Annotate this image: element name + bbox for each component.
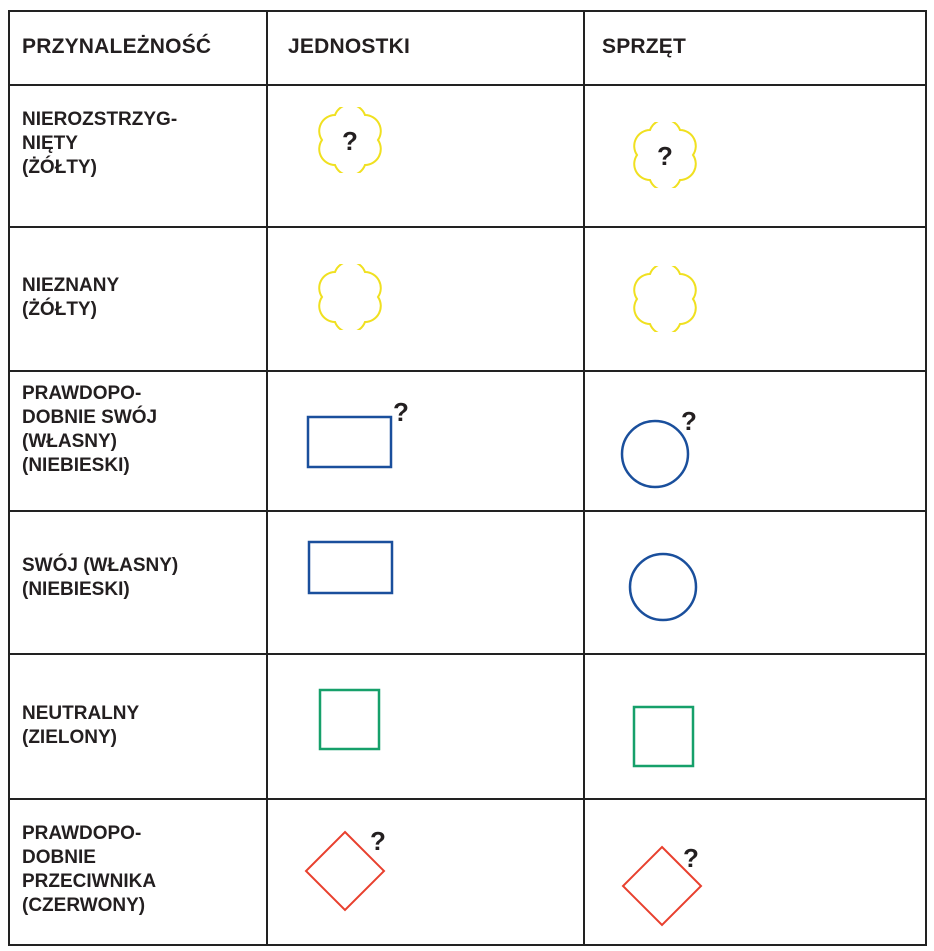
row-label-line: (NIEBIESKI) bbox=[22, 455, 130, 476]
equipment-neutral-symbol bbox=[630, 704, 700, 770]
table-border-bottom bbox=[8, 944, 927, 946]
question-mark: ? bbox=[342, 126, 358, 156]
equipment-undetermined-symbol bbox=[620, 122, 710, 188]
unit-unknown-symbol bbox=[305, 264, 395, 330]
row-label-line: DOBNIE bbox=[22, 847, 96, 868]
unit-undetermined-symbol bbox=[305, 107, 395, 173]
equipment-assumed-friend-symbol bbox=[618, 395, 728, 495]
row-label-line: (WŁASNY) bbox=[22, 431, 117, 452]
row-label-line: PRZECIWNIKA bbox=[22, 871, 157, 892]
question-mark: ? bbox=[370, 826, 386, 856]
row-label-undetermined bbox=[22, 108, 262, 180]
row-divider-2 bbox=[8, 370, 927, 372]
row-label-line: (ŻÓŁTY) bbox=[22, 157, 97, 178]
row-divider-1 bbox=[8, 226, 927, 228]
row-label-line: (ŻÓŁTY) bbox=[22, 299, 97, 320]
question-mark: ? bbox=[681, 406, 697, 436]
row-label-assumed-friend bbox=[22, 382, 262, 478]
row-divider-5 bbox=[8, 798, 927, 800]
row-label-line: PRAWDOPO- bbox=[22, 383, 142, 404]
header-equipment: SPRZĘT bbox=[602, 35, 687, 58]
row-label-unknown bbox=[22, 274, 262, 322]
question-mark: ? bbox=[657, 141, 673, 171]
row-label-friend bbox=[22, 554, 262, 602]
header-units: JEDNOSTKI bbox=[288, 35, 410, 58]
row-label-line: DOBNIE SWÓJ bbox=[22, 407, 158, 428]
unit-friend-symbol bbox=[305, 537, 400, 601]
unit-neutral-symbol bbox=[316, 687, 386, 753]
row-label-line: NEUTRALNY bbox=[22, 703, 140, 724]
column-divider-1 bbox=[266, 10, 268, 946]
unit-assumed-friend-symbol bbox=[305, 395, 425, 475]
row-label-suspect bbox=[22, 822, 262, 918]
column-divider-2 bbox=[583, 10, 585, 946]
table-border-right bbox=[925, 10, 927, 946]
equipment-friend-symbol bbox=[626, 550, 706, 630]
table-border-left bbox=[8, 10, 10, 946]
row-label-line: NIEROZSTRZYG- bbox=[22, 109, 178, 130]
header-affiliation: PRZYNALEŻNOŚĆ bbox=[22, 35, 212, 58]
row-label-line: (ZIELONY) bbox=[22, 727, 117, 748]
equipment-suspect-symbol bbox=[617, 835, 737, 935]
row-label-line: NIĘTY bbox=[22, 133, 78, 154]
question-mark: ? bbox=[683, 843, 699, 873]
row-divider-3 bbox=[8, 510, 927, 512]
unit-suspect-symbol bbox=[300, 820, 420, 920]
row-divider-header bbox=[8, 84, 927, 86]
row-label-neutral bbox=[22, 702, 262, 750]
row-label-line: SWÓJ (WŁASNY) bbox=[22, 555, 179, 576]
row-label-line: (NIEBIESKI) bbox=[22, 579, 130, 600]
row-divider-4 bbox=[8, 653, 927, 655]
question-mark: ? bbox=[393, 397, 409, 427]
row-label-line: PRAWDOPO- bbox=[22, 823, 142, 844]
table-border-top bbox=[8, 10, 927, 12]
equipment-unknown-symbol bbox=[620, 266, 710, 332]
row-label-line: NIEZNANY bbox=[22, 275, 120, 296]
row-label-line: (CZERWONY) bbox=[22, 895, 146, 916]
